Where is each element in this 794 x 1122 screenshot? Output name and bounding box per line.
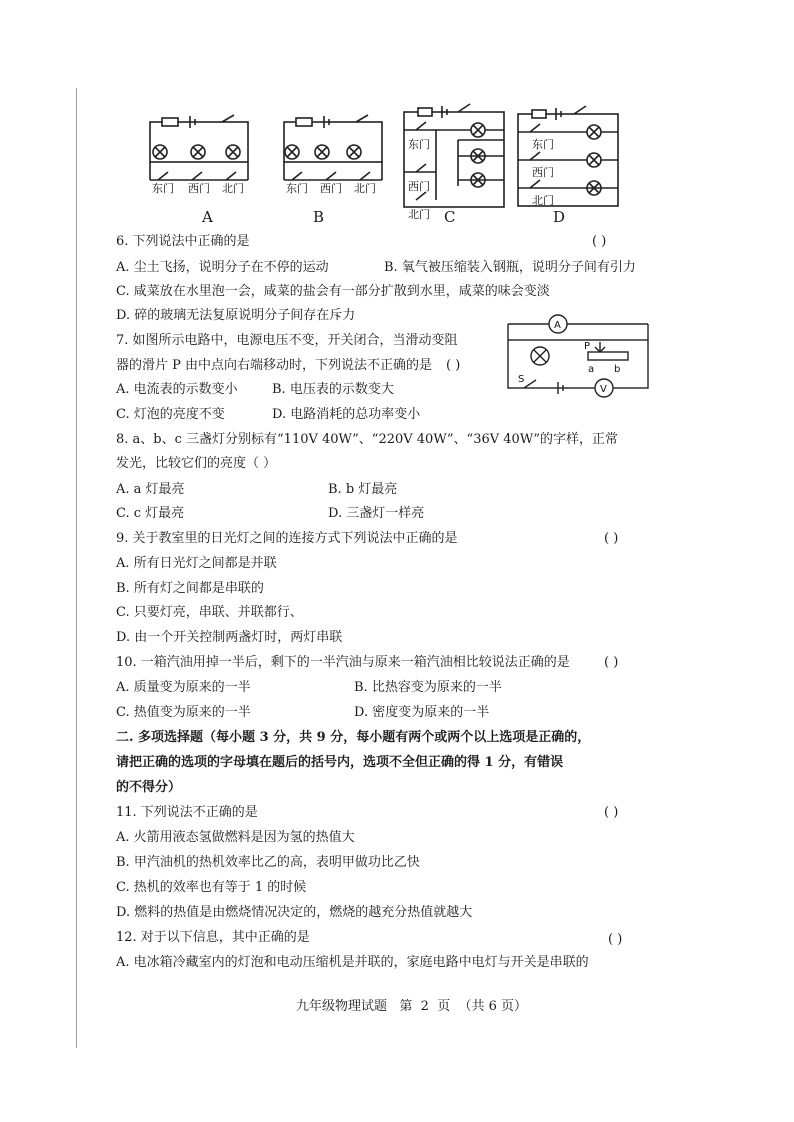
q8-option-d: D. 三盏灯一样亮 xyxy=(328,506,425,521)
circuit-label-b: B xyxy=(313,208,325,226)
q7-stem-1: 7. 如图所示电路中，电源电压不变，开关闭合，当滑动变阻 xyxy=(116,333,458,348)
q9-answer-blank[interactable]: ( ) xyxy=(604,531,619,546)
section2-heading-3: 的不得分） xyxy=(116,780,182,795)
q10-option-a: A. 质量变为原来的一半 xyxy=(116,680,251,695)
circuit-b-lamp-1: 东门 xyxy=(286,182,308,195)
q6-answer-blank[interactable]: ( ) xyxy=(592,234,607,249)
q8-option-a: A. a 灯最亮 xyxy=(116,482,185,497)
q8-stem-1: 8. a、b、c 三盏灯分别标有“110V 40W”、“220V 40W”、“36V 40W”的字样，正常 xyxy=(116,432,619,447)
q12-option-a: A. 电冰箱冷藏室内的灯泡和电动压缩机是并联的，家庭电路中电灯与开关是串联的 xyxy=(116,955,589,970)
q8-stem-2: 发光，比较它们的亮度（ ） xyxy=(116,456,277,471)
circuit-a-lamp-2: 西门 xyxy=(188,182,210,195)
circuit-label-c: C xyxy=(444,208,456,226)
q10-option-c: C. 热值变为原来的一半 xyxy=(116,705,251,720)
q7-stem-2: 器的滑片 P 由中点向右端移动时，下列说法不正确的是 xyxy=(116,358,433,373)
q7-answer-blank[interactable]: ( ) xyxy=(446,358,461,373)
section2-heading-2: 请把正确的选项的字母填在题后的括号内，选项不全但正确的得 1 分，有错误 xyxy=(116,755,564,770)
q7-option-d: D. 电路消耗的总功率变小 xyxy=(272,407,421,422)
q10-stem: 10. 一箱汽油用掉一半后，剩下的一半汽油与原来一箱汽油相比较说法正确的是 xyxy=(116,655,570,670)
q8-option-b: B. b 灯最亮 xyxy=(328,482,398,497)
q7-b-label: b xyxy=(614,364,621,375)
q11-option-a: A. 火箭用液态氢做燃料是因为氢的热值大 xyxy=(116,830,355,845)
circuit-label-a: A xyxy=(202,208,213,226)
q9-option-d: D. 由一个开关控制两盏灯时，两灯串联 xyxy=(116,630,343,645)
circuit-b-lamp-2: 西门 xyxy=(320,182,342,195)
circuit-d-lamp-2: 西门 xyxy=(532,166,554,179)
circuit-d-lamp-3: 北门 xyxy=(532,194,554,207)
circuit-c-lamp-3: 北门 xyxy=(408,208,430,221)
q11-answer-blank[interactable]: ( ) xyxy=(604,805,619,820)
circuit-diagrams xyxy=(140,100,660,230)
circuit-label-d: D xyxy=(553,208,566,226)
q11-option-b: B. 甲汽油机的热机效率比乙的高，表明甲做功比乙快 xyxy=(116,855,420,870)
q7-slider-label: P xyxy=(584,341,591,352)
q7-option-c: C. 灯泡的亮度不变 xyxy=(116,407,225,422)
circuit-a xyxy=(150,115,248,180)
q10-option-b: B. 比热容变为原来的一半 xyxy=(354,680,502,695)
q8-option-c: C. c 灯最亮 xyxy=(116,506,185,521)
q6-option-c: C. 咸菜放在水里泡一会，咸菜的盐会有一部分扩散到水里，咸菜的味会变淡 xyxy=(116,284,550,299)
q10-option-d: D. 密度变为原来的一半 xyxy=(354,705,490,720)
circuit-c-lamp-2: 西门 xyxy=(408,180,430,193)
circuit-b-lamp-3: 北门 xyxy=(354,182,376,195)
q11-option-c: C. 热机的效率也有等于 1 的时候 xyxy=(116,880,307,895)
q7-switch-label: S xyxy=(518,374,525,385)
q7-voltmeter-label: V xyxy=(600,384,607,395)
q9-option-b: B. 所有灯之间都是串联的 xyxy=(116,581,264,596)
q7-option-b: B. 电压表的示数变大 xyxy=(272,382,394,397)
circuit-b xyxy=(284,115,382,180)
q9-option-a: A. 所有日光灯之间都是并联 xyxy=(116,556,277,571)
circuit-a-lamp-1: 东门 xyxy=(152,182,174,195)
q9-stem: 9. 关于教室里的日光灯之间的连接方式下列说法中正确的是 xyxy=(116,531,458,546)
q9-option-c: C. 只要灯亮，串联、并联都行、 xyxy=(116,605,303,620)
page-footer: 九年级物理试题 第 2 页 （共 6 页） xyxy=(296,999,527,1014)
q11-option-d: D. 燃料的热值是由燃烧情况决定的，燃烧的越充分热值就越大 xyxy=(116,905,473,920)
q6-option-d: D. 碎的玻璃无法复原说明分子间存在斥力 xyxy=(116,308,356,323)
circuit-q7 xyxy=(500,312,660,408)
q11-stem: 11. 下列说法不正确的是 xyxy=(116,805,258,820)
section2-heading-1: 二. 多项选择题（每小题 3 分，共 9 分，每小题有两个或两个以上选项是正确的， xyxy=(116,730,591,745)
circuit-d xyxy=(518,106,618,206)
margin-line xyxy=(76,88,77,1048)
q6-option-a: A. 尘土飞扬，说明分子在不停的运动 xyxy=(116,260,329,275)
q10-answer-blank[interactable]: ( ) xyxy=(604,655,619,670)
q6-stem: 6. 下列说法中正确的是 xyxy=(116,234,250,249)
q7-a-label: a xyxy=(588,364,595,375)
q12-stem: 12. 对于以下信息，其中正确的是 xyxy=(116,930,310,945)
circuit-d-lamp-1: 东门 xyxy=(532,138,554,151)
circuit-c-lamp-1: 东门 xyxy=(408,138,430,151)
q7-ammeter-label: A xyxy=(554,320,561,331)
q7-option-a: A. 电流表的示数变小 xyxy=(116,382,238,397)
circuit-a-lamp-3: 北门 xyxy=(222,182,244,195)
q6-option-b: B. 氧气被压缩装入钢瓶，说明分子间有引力 xyxy=(384,260,636,275)
q12-answer-blank[interactable]: ( ) xyxy=(608,932,623,947)
